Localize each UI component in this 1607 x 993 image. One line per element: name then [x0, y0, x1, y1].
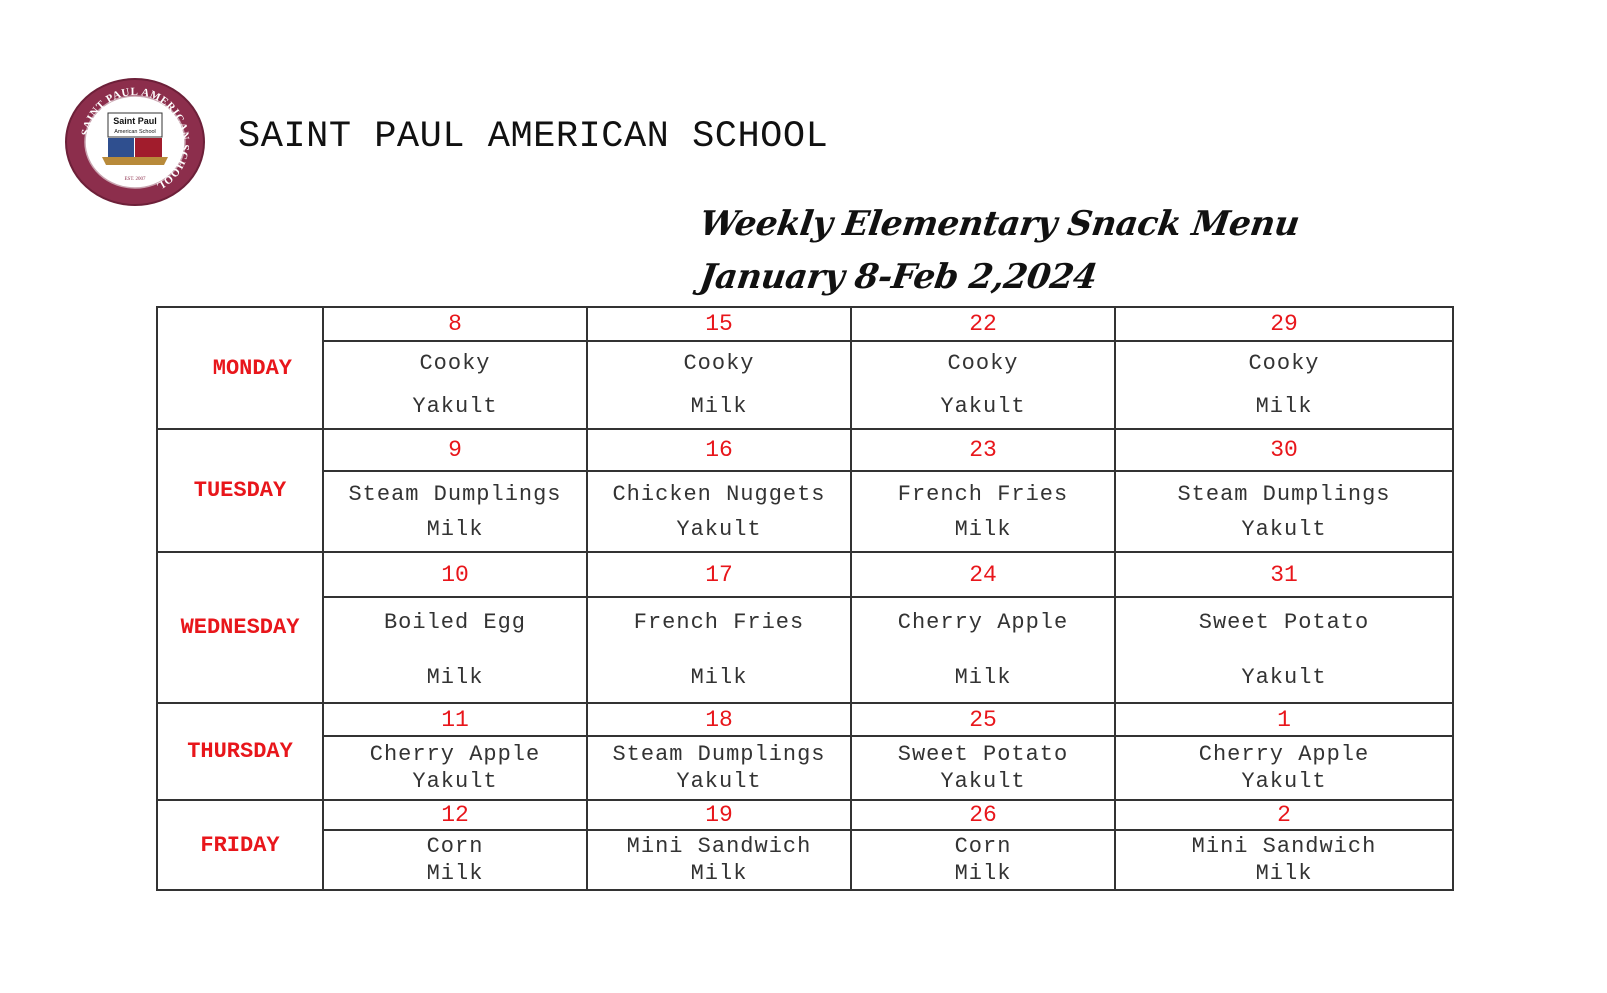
drink-item: Milk — [426, 665, 484, 690]
snack-item: Cherry Apple — [369, 742, 541, 767]
logo-ring-text: SAINT PAUL AMERICAN SCHOOL — [79, 85, 192, 193]
day-label-thursday: THURSDAY — [157, 703, 323, 800]
snack-item: Steam Dumplings — [1177, 481, 1391, 507]
drink-item: Yakult — [1241, 665, 1327, 690]
table-row — [157, 800, 1453, 830]
menu-date-range: January 8-Feb 2,2024 — [697, 257, 1100, 297]
drink-item: Yakult — [940, 394, 1026, 419]
snack-item: Mini Sandwich — [626, 834, 812, 859]
menu-cell — [323, 597, 587, 703]
drink-item: Yakult — [412, 769, 498, 794]
table-row — [157, 471, 1453, 552]
drink-item: Milk — [954, 861, 1012, 886]
snack-item: Sweet Potato — [1198, 610, 1370, 635]
menu-cell — [587, 471, 851, 552]
date-cell: 25 — [851, 703, 1115, 736]
date-cell: 1 — [1115, 703, 1453, 736]
drink-item: Milk — [690, 665, 748, 690]
menu-title: Weekly Elementary Snack Menu — [697, 204, 1302, 244]
drink-item: Milk — [1255, 394, 1313, 419]
drink-item: Yakult — [1241, 769, 1327, 794]
table-row — [157, 597, 1453, 703]
table-row — [157, 830, 1453, 890]
snack-item: French Fries — [633, 610, 805, 635]
snack-menu-table — [156, 306, 1454, 891]
date-cell: 10 — [323, 552, 587, 597]
drink-item: Milk — [954, 665, 1012, 690]
day-label-monday: MONDAY — [157, 307, 323, 429]
menu-cell — [587, 830, 851, 890]
day-label-friday: FRIDAY — [157, 800, 323, 890]
drink-item: Yakult — [676, 769, 762, 794]
menu-cell — [323, 471, 587, 552]
date-cell: 17 — [587, 552, 851, 597]
table-row — [157, 307, 1453, 341]
day-label-wednesday: WEDNESDAY — [157, 552, 323, 703]
date-cell: 29 — [1115, 307, 1453, 341]
snack-item: Corn — [954, 834, 1012, 859]
snack-item: French Fries — [897, 481, 1069, 507]
menu-cell — [1115, 597, 1453, 703]
table-row — [157, 736, 1453, 800]
menu-cell — [323, 341, 587, 429]
drink-item: Yakult — [412, 394, 498, 419]
drink-item: Milk — [426, 516, 484, 542]
snack-item: Sweet Potato — [897, 742, 1069, 767]
menu-cell — [1115, 471, 1453, 552]
drink-item: Milk — [954, 516, 1012, 542]
snack-item: Chicken Nuggets — [612, 481, 826, 507]
logo-shield-left — [108, 138, 134, 160]
logo-inner-sub: American School — [114, 129, 156, 135]
menu-cell — [851, 597, 1115, 703]
menu-cell — [1115, 341, 1453, 429]
date-cell: 23 — [851, 429, 1115, 471]
snack-item: Cooky — [419, 351, 491, 376]
menu-cell — [1115, 830, 1453, 890]
drink-item: Yakult — [1241, 516, 1327, 542]
date-cell: 26 — [851, 800, 1115, 830]
school-logo — [64, 77, 206, 207]
date-cell: 31 — [1115, 552, 1453, 597]
date-cell: 15 — [587, 307, 851, 341]
menu-cell — [323, 830, 587, 890]
school-name: SAINT PAUL AMERICAN SCHOOL — [238, 116, 829, 158]
snack-item: Corn — [426, 834, 484, 859]
menu-cell — [1115, 736, 1453, 800]
menu-cell — [323, 736, 587, 800]
snack-item: Mini Sandwich — [1191, 834, 1377, 859]
date-cell: 12 — [323, 800, 587, 830]
drink-item: Milk — [690, 861, 748, 886]
logo-shield-right — [135, 138, 162, 160]
snack-item: Boiled Egg — [383, 610, 527, 635]
snack-item: Steam Dumplings — [612, 742, 826, 767]
table-row — [157, 341, 1453, 429]
date-cell: 22 — [851, 307, 1115, 341]
menu-cell — [587, 597, 851, 703]
drink-item: Yakult — [676, 516, 762, 542]
date-cell: 16 — [587, 429, 851, 471]
date-cell: 30 — [1115, 429, 1453, 471]
drink-item: Milk — [1255, 861, 1313, 886]
date-cell: 11 — [323, 703, 587, 736]
drink-item: Milk — [690, 394, 748, 419]
logo-banner — [102, 157, 168, 165]
table-row — [157, 703, 1453, 736]
menu-cell — [587, 341, 851, 429]
logo-est: EST. 2007 — [124, 177, 146, 182]
menu-cell — [587, 736, 851, 800]
snack-item: Steam Dumplings — [348, 481, 562, 507]
date-cell: 24 — [851, 552, 1115, 597]
drink-item: Milk — [426, 861, 484, 886]
drink-item: Yakult — [940, 769, 1026, 794]
date-cell: 19 — [587, 800, 851, 830]
menu-cell — [851, 341, 1115, 429]
snack-item: Cooky — [947, 351, 1019, 376]
menu-cell — [851, 830, 1115, 890]
table-row — [157, 429, 1453, 471]
day-label-tuesday: TUESDAY — [157, 429, 323, 552]
snack-item: Cherry Apple — [1198, 742, 1370, 767]
date-cell: 8 — [323, 307, 587, 341]
date-cell: 2 — [1115, 800, 1453, 830]
date-cell: 9 — [323, 429, 587, 471]
logo-inner-name: Saint Paul — [113, 116, 157, 126]
snack-item: Cherry Apple — [897, 610, 1069, 635]
date-cell: 18 — [587, 703, 851, 736]
snack-item: Cooky — [683, 351, 755, 376]
menu-cell — [851, 471, 1115, 552]
snack-item: Cooky — [1248, 351, 1320, 376]
table-row — [157, 552, 1453, 597]
menu-cell — [851, 736, 1115, 800]
